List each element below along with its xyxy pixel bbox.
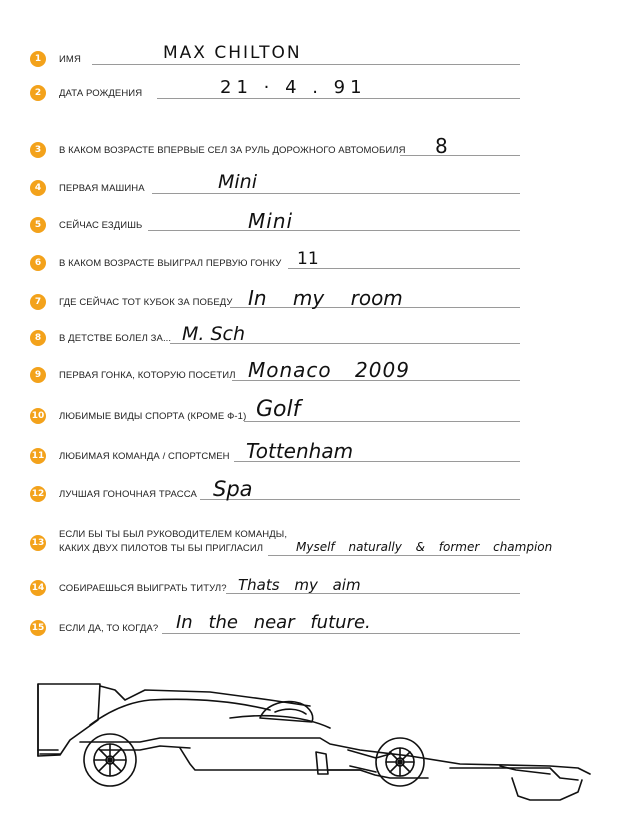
question-label: ПЕРВАЯ ГОНКА, КОТОРУЮ ПОСЕТИЛ — [59, 370, 236, 381]
question-number-badge: 8 — [30, 330, 46, 346]
handwritten-answer: Golf — [256, 397, 301, 422]
handwritten-answer: In the near future. — [176, 612, 371, 633]
question-number-badge: 9 — [30, 367, 46, 383]
answer-line — [288, 268, 520, 269]
f1-car-sketch — [30, 670, 620, 820]
question-number-badge: 7 — [30, 294, 46, 310]
question-number-badge: 12 — [30, 486, 46, 502]
question-number-badge: 5 — [30, 217, 46, 233]
answer-line — [92, 64, 520, 65]
handwritten-answer: In my room — [248, 286, 403, 310]
question-number-badge: 11 — [30, 448, 46, 464]
question-label: ДАТА РОЖДЕНИЯ — [59, 88, 143, 99]
handwritten-answer: Thats my aim — [238, 576, 361, 594]
question-number-badge: 2 — [30, 85, 46, 101]
question-label: В КАКОМ ВОЗРАСТЕ ВПЕРВЫЕ СЕЛ ЗА РУЛЬ ДОРОЖНОГО АВТОМОБИЛЯ — [59, 145, 406, 156]
handwritten-answer: Myself naturally & former champion — [296, 540, 553, 554]
question-label: ЛУЧШАЯ ГОНОЧНАЯ ТРАССА — [59, 489, 197, 500]
answer-line — [400, 155, 520, 156]
question-number-badge: 13 — [30, 535, 46, 551]
question-label: ГДЕ СЕЙЧАС ТОТ КУБОК ЗА ПОБЕДУ — [59, 297, 233, 308]
question-label: В КАКОМ ВОЗРАСТЕ ВЫИГРАЛ ПЕРВУЮ ГОНКУ — [59, 258, 282, 269]
answer-line — [157, 98, 520, 99]
handwritten-answer: 8 — [435, 134, 448, 158]
handwritten-answer: M. Sch — [182, 323, 246, 345]
question-number-badge: 15 — [30, 620, 46, 636]
handwritten-answer: Spa — [213, 477, 253, 501]
question-label-line-2: КАКИХ ДВУХ ПИЛОТОВ ТЫ БЫ ПРИГЛАСИЛ — [59, 543, 264, 554]
answer-line — [162, 633, 520, 634]
answer-line — [268, 555, 520, 556]
question-label: СОБИРАЕШЬСЯ ВЫИГРАТЬ ТИТУЛ? — [59, 583, 227, 594]
question-label: ЕСЛИ БЫ ТЫ БЫЛ РУКОВОДИТЕЛЕМ КОМАНДЫ, — [59, 529, 288, 540]
answer-line — [152, 193, 520, 194]
question-label: ЕСЛИ ДА, ТО КОГДА? — [59, 623, 159, 634]
question-label: ПЕРВАЯ МАШИНА — [59, 183, 145, 194]
handwritten-answer: MAX CHILTON — [163, 43, 302, 63]
question-number-badge: 14 — [30, 580, 46, 596]
question-label: ИМЯ — [59, 54, 81, 65]
handwritten-answer: Mini — [218, 171, 257, 193]
question-label: СЕЙЧАС ЕЗДИШЬ — [59, 220, 143, 231]
handwritten-answer: 21 · 4 . 91 — [220, 77, 367, 98]
answer-line — [148, 230, 520, 231]
question-label: В ДЕТСТВЕ БОЛЕЛ ЗА... — [59, 333, 172, 344]
question-number-badge: 6 — [30, 255, 46, 271]
question-number-badge: 3 — [30, 142, 46, 158]
handwritten-answer: 11 — [297, 249, 319, 269]
question-number-badge: 10 — [30, 408, 46, 424]
question-number-badge: 4 — [30, 180, 46, 196]
handwritten-answer: Mini — [248, 209, 294, 233]
question-number-badge: 1 — [30, 51, 46, 67]
handwritten-answer: Tottenham — [246, 439, 354, 463]
handwritten-answer: Monaco 2009 — [248, 358, 410, 382]
question-label: ЛЮБИМАЯ КОМАНДА / СПОРТСМЕН — [59, 451, 230, 462]
question-label: ЛЮБИМЫЕ ВИДЫ СПОРТА (КРОМЕ Ф-1) — [59, 411, 247, 422]
